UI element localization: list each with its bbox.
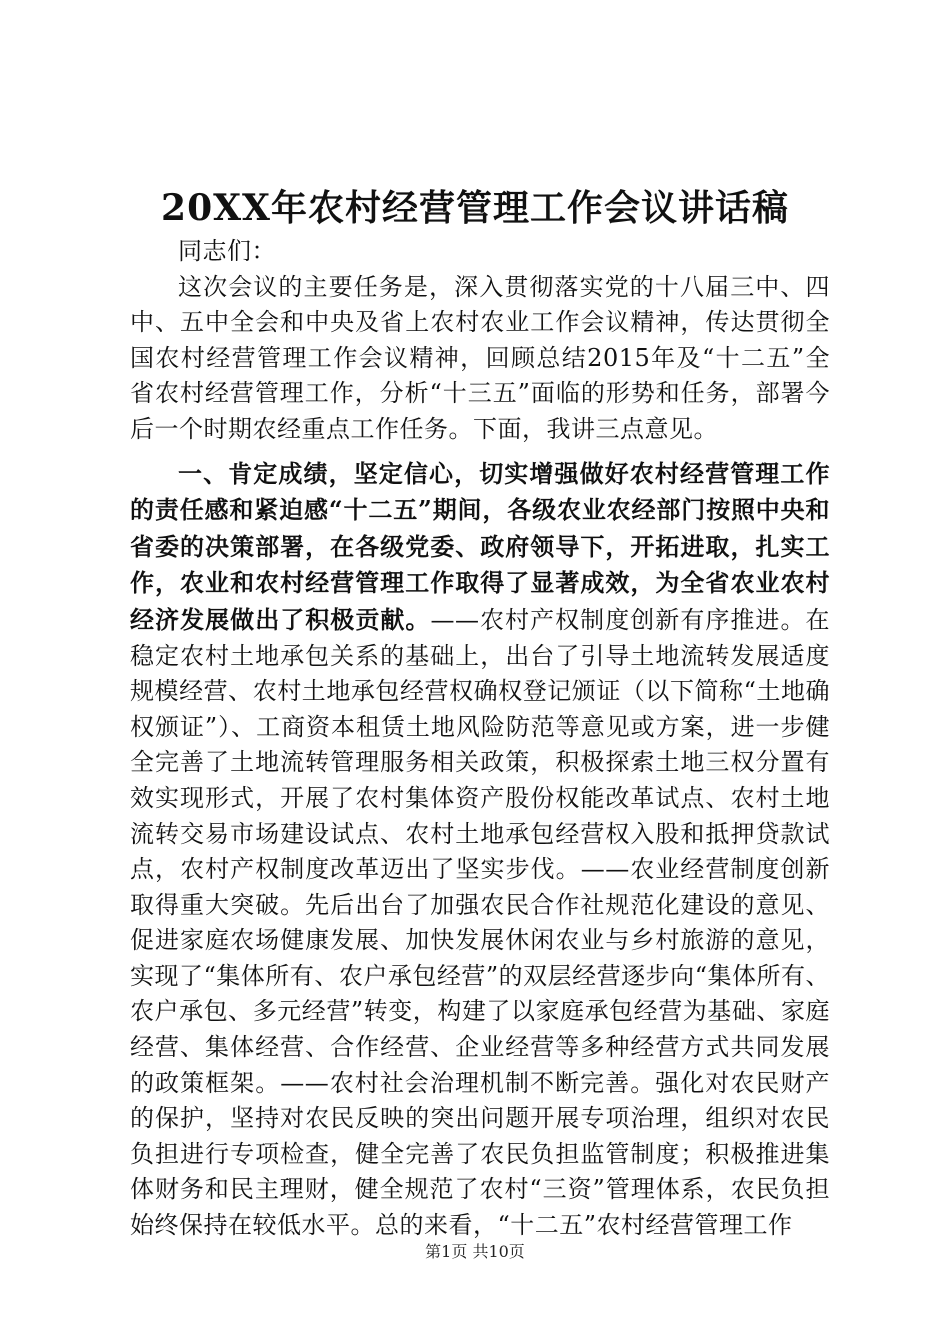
page-number-footer: 第1页 共10页 xyxy=(425,1242,525,1261)
section-1-heading: 一、肯定成绩，坚定信心，切实增强做好农村经营管理工作的责任感和紧迫感“十二五”期间，各级农业农经部门按照中央和省委的决策部署，在各级党委、政府领导下，开拓进取，扎实工作，农业和农村经营管理工作取得了显著成效，为全省农业农村经济发展做出了积极贡献。 xyxy=(130,458,830,634)
paragraph-section-1 xyxy=(130,456,830,1244)
section-1-body: ——农村产权制度创新有序推进。在稳定农村土地承包关系的基础上，出台了引导土地流转发展适度规模经营、农村土地承包经营权确权登记颁证（以下简称“土地确权颁证”）、工商资本租赁土地风险防范等意见或方案，进一步健全完善了土地流转管理服务相关政策，积极探索土地三权分置有效实现形式，开展了农村集体资产股份权能改革试点、农村土地流转交易市场建设试点、农村土地承包经营权入股和抵押贷款试点，农村产权制度改革迈出了坚实步伐。——农业经营制度创新取得重大突破。先后出台了加强农民合作社规范化建设的意见、促进家庭农场健康发展、加快发展休闲农业与乡村旅游的意见，实现了“集体所有、农户承包经营”的双层经营逐步向“集体所有、农户承包、多元经营”转变，构建了以家庭承包经营为基础、家庭经营、集体经营、合作经营、企业经营等多种经营方式共同发展的政策框架。——农村社会治理机制不断完善。强化对农民财产的保护，坚持对农民反映的突出问题开展专项治理，组织对农民负担进行专项检查，健全完善了农民负担监管制度；积极推进集体财务和民主理财，健全规范了农村“三资”管理体系，农民负担始终保持在较低水平。总的来看，“十二五”农村经营管理工作 xyxy=(130,605,831,1240)
page-title: 20XX年农村经营管理工作会议讲话稿 xyxy=(161,187,789,229)
salutation: 同志们： xyxy=(178,237,276,265)
paragraph-intro: 这次会议的主要任务是，深入贯彻落实党的十八届三中、四中、五中全会和中央及省上农村农业工作会议精神，传达贯彻全国农村经营管理工作会议精神，回顾总结2015年及“十二五”全省农村经营管理工作，分析“十三五”面临的形势和任务，部署今后一个时期农经重点工作任务。下面，我讲三点意见。 xyxy=(130,272,830,443)
document-body xyxy=(130,234,830,1244)
